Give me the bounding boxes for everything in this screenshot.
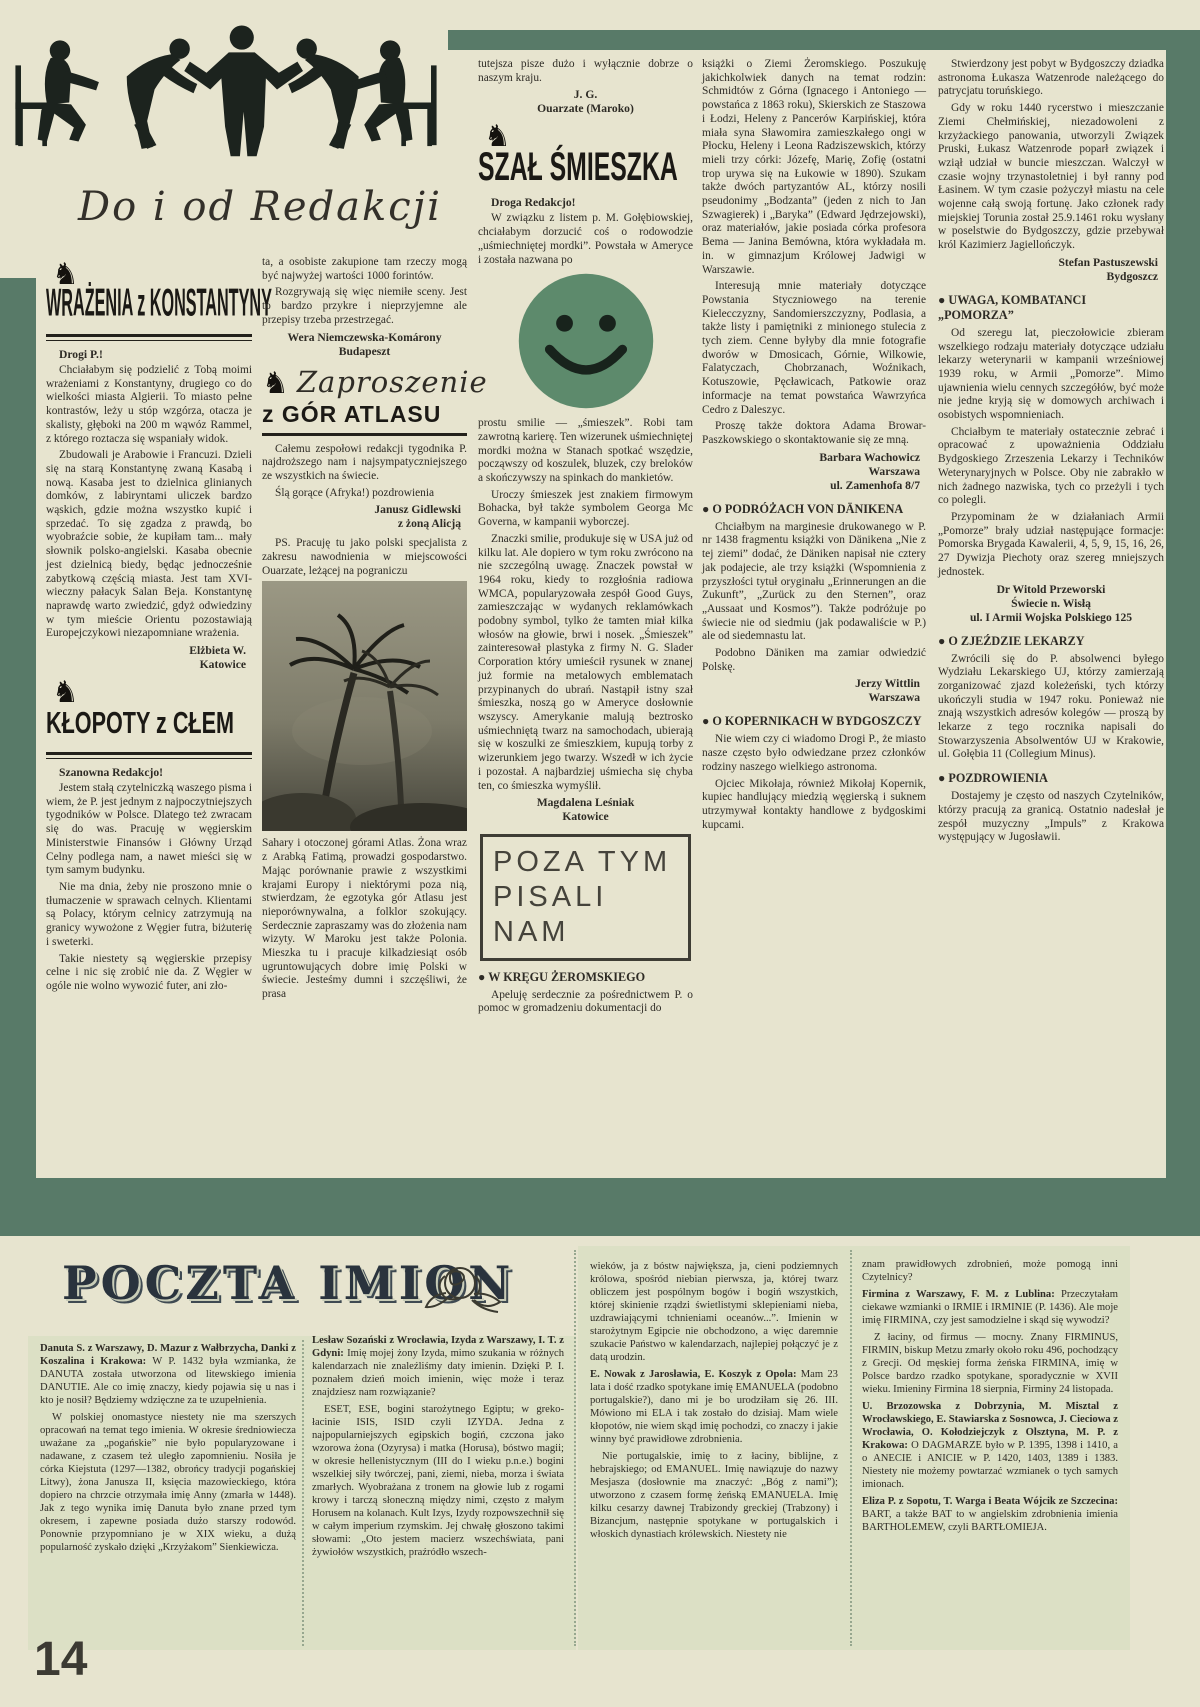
reader-question: Przeczytałam ciekawe wzmianki o IRMIE i IRMINIE (P. 1436). Ale moje imię FIRMINA, czy jest samodzielne i skąd się wywodzi?: [862, 1289, 1118, 1326]
column-smieszek: [478, 58, 693, 1019]
letter-paragraph: Stwierdzony jest pobyt w Bydgoszczy dziadka astronoma Łukasza Watzenrode należącego do patrycjatu toruńskiego.: [938, 58, 1164, 98]
page-number: 14: [34, 1633, 88, 1686]
editor-answer: ESET, ESE, bogini starożytnego Egiptu; w greko-łacinie ISIS, ISID czyli IZYDA. Jedna z najpopularniejszych egipskich bogiń, czczona jako wzorowa żona (Ozyrysa) i matka (Horusa), bóstwo magii; w okresie hellenistycznym (III do I wieku p.n.e.) bogini wszelkiej siły twórczej, pani, ziemi, nieba, morza i świata zmarłych. Wyobrażana z tronem na głowie lub z rogami krowy i tarczą słoneczną między nimi, często z małym Horusem na kolanach. Kult Izys, Izydy rozpowszechnił się w całym imperium rzymskim. Jej chwałę głoszono takimi słowami: „Oto jestem macierz wszechświata, pani żywiołów wszystkich, praźródło wszech-: [312, 1404, 564, 1558]
letter-salutation: Droga Redakcjo!: [491, 196, 576, 210]
topic-header: ● POZDROWIENIA: [938, 771, 1048, 786]
column-kopernik-pomorze: [938, 58, 1164, 848]
poza-tym-line: POZA TYM: [493, 846, 672, 879]
signature-city: Ouarzate (Maroko): [537, 102, 634, 116]
letter-paragraph: Nie ma dnia, żeby nie proszono mnie o tłumaczenie w sprawach celnych. Klientami są Polacy, którym celnicy zatrzymują na granicy wywożone z Węgier futra, biżuterię i sweterki.: [46, 880, 252, 948]
letter-paragraph: Ojciec Mikołaja, również Mikołaj Kopernik, kupiec handlujący miedzią węgierską i suknem utrzymywał kontakty handlowe z bydgoskimi kupcami.: [702, 777, 926, 831]
knight-horse-icon: ♞: [262, 365, 289, 401]
section-masthead: Do i od Redakcji: [78, 184, 442, 230]
letter-paragraph: Nie wiem czy ci wiadomo Drogi P., że miasto nasze często było odwiedzane przez członków rodziny naszego wielkiego astronoma.: [702, 733, 926, 773]
letter-signature: [702, 451, 920, 493]
signature-name: Jerzy Wittlin: [855, 677, 920, 691]
letter-signature: [262, 331, 467, 359]
editor-answer: W polskiej onomastyce niestety nie ma szerszych opracowań na temat tego imienia. W okresie średniowiecza uważane za „pogańskie” nie było popularyzowane i nadawane, z czasem też uległo zapomnieniu. Nosiła je córka Kiejstuta (1297—1382, obrońcy tradycji pogańskiej Litwy), żona Janusza II, księcia mazowieckiego, która dopiero na chrzcie otrzymała imię Anny (zmarła w 1448). Jak z tego wynika imię Danuta było znane przed tym okresem, i zapewne posiada dużo starszy rodowód. Ponownie przypomniano je w XIX wieku, a dużą popularność zyskało dzięki „Krzyżakom” Sienkiewicza.: [40, 1412, 296, 1553]
column-separator: [574, 1250, 576, 1646]
letter-paragraph: W związku z listem p. M. Gołębiowskiej, chciałabym dorzucić coś o rodowodzie „uśmiechniętej mordki”. Powstała w Ameryce i została nazwana po: [478, 212, 693, 266]
reader-names: Firmina z Warszawy, F. M. z Lublina:: [862, 1289, 1055, 1300]
photo-caption-continuation: Sahary i otoczonej górami Atlas. Żona wraz z Arabką Fatimą, prowadzi gospodarstwo. Mając porównanie prawie z wszystkimi krajami Europy i niektórymi poza nią, stwierdzam, że egzotyka gór Atlasu jest nieporównywalna, a folklor szokujący. Serdecznie zapraszamy was do złożenia nam wizyty. W Maroku jest także Polonia. Mieszka tu i pracuje kilkadziesiąt osób ugruntowujących dobre imię Polski w świecie. Jesteśmy dumni i szczęśliwi, że prasa: [262, 837, 467, 1001]
signature-city: z żoną Alicją: [397, 517, 461, 531]
letter-paragraph: tutejsza pisze dużo i wyłącznie dobrze o naszym kraju.: [478, 58, 693, 84]
header-rule: [262, 433, 467, 436]
reader-names: Eliza P. z Sopotu, T. Warga i Beata Wójcik ze Szczecina:: [862, 1496, 1118, 1507]
reader-names: E. Nowak z Jarosławia, E. Koszyk z Opola:: [590, 1369, 797, 1380]
column-atlas: [262, 256, 488, 1005]
letter-paragraph: Zbudowali je Arabowie i Francuzi. Dzieli się na starą Konstantynę zwaną Kasabą i nową. Kasaba jest to dzielnica glinianych domków, z labiryntami uliczek bardzo wąskich, gdzie można wszystko kupić i sprzedać. To się zgadza z prawdą, bo wyobraźcie sobie, że kupiłam tam... mały słownik polsko-angielski. Kasaba obecnie jest dzielnicą biedy, będąc jednocześnie zabytkową częścią miasta. Jest tam XVI-wieczny pałacyk Salan Beja. Konstantynę naprawdę warto zwiedzić, gdyż odwiedziny w tym mieście Orientu pozostawiają Europejczykowi niezapomniane wrażenia.: [46, 449, 252, 640]
letter-paragraph: Chciałbym te materiały ostatecznie zebrać i opracować z upoważnienia Oddziału Bydgoskiego Zrzeszenia Lekarzy i Techników Weterynaryjnych w Polsce. Oby nie zabrakło w nich żadnego nazwiska, tych co przeżyli i tych co polegli.: [938, 425, 1164, 507]
topic-header: ● W KRĘGU ŻEROMSKIEGO: [478, 969, 646, 984]
letter-paragraph: Jestem stałą czytelniczką waszego pisma i wiem, że P. jest jednym z najpoczytniejszych tygodników w Polsce. Dlatego też zwracam się do was. Pracuję w węgierskim Ministerstwie Finansów i Główny Urząd Celny podlega nam, a nawet mieści się w tym samym budynku.: [46, 782, 252, 877]
knight-horse-icon: ♞: [52, 257, 79, 292]
bowing-men-illustration: [8, 8, 444, 184]
signature-city: Katowice: [199, 658, 246, 672]
knight-horse-icon: ♞: [52, 675, 79, 711]
letter-paragraph: Rozgrywają się więc niemiłe sceny. Jest to bardzo przykre i nieprzyjemne ale przepisy trzeba przestrzegać.: [262, 286, 467, 326]
editor-answer: Z łaciny, od firmus — mocny. Znany FIRMINUS, FIRMIN, biskup Metzu zmarły około roku 496, pochodzący z Grecji. Od męskiej forma żeńska FIRMINA, imię w Polsce bardzo rzadko spotykane, sporadycznie w XVII wieku. Imieniny Firmina 18 sierpnia, Firminy 24 listopada.: [862, 1332, 1118, 1395]
letter-paragraph: Proszę także doktora Adama Browar-Paszkowskiego o skontaktowanie się ze mną.: [702, 420, 926, 446]
reader-names: Lesław Sozański z Wrocławia, Izyda z Warszawy, I. T. z Gdyni:: [312, 1335, 564, 1359]
rose-icon: [418, 1258, 513, 1320]
letter-signature: [938, 583, 1164, 625]
poczta-imion-title: POCZTA IMION: [62, 1256, 515, 1310]
poczta-column-emanuela: [590, 1260, 838, 1545]
editor-answer: wieków, ja z bóstw największa, ja, cieni podziemnych królowa, spośród niebian pierwsza, ja, której twarz obliczem jest pospólnym bogów i bogiń wszystkich, której skinienie rządzi świetlistymi sklepieniami nieba, uzdrawiającymi tchnieniami oceanów...”. Imienin w starożytnym Egipcie nie obchodzono, a więc daremnie szukacie Państwo w kalendarzach, najlepiej połączyć je z datą urodzin.: [590, 1261, 838, 1363]
letter-signature: [46, 644, 246, 672]
letter-paragraph: Chciałbym na marginesie drukowanego w P. nr 1438 fragmentu książki von Dänikena „Nie z tej ziemi” dodać, że Däniken napisał nie cztery jak podajecie, ale trzy książki (Wspomnienia z przyszłości tytuł oryginału „Erinnerungen an die Zukunft”, „Zurück zu den Sternen”, oraz „Aussaat und Kosmos”). Także podróżuje po świecie nie od siedmiu (jak podawaliście w P.) ale od siedemnastu lat.: [702, 520, 926, 643]
header-rule: [46, 334, 252, 341]
editor-answer: znam prawidłowych zdrobnień, może pomogą inni Czytelnicy?: [862, 1259, 1118, 1283]
reader-question: Imię mojej żony Izyda, mimo szukania w różnych kalendarzach nie znaleźliśmy daty imienin. Dzięki P. I. poznałem dzień moich imienin, więc może i teraz znajdziesz nam rozwiązanie?: [312, 1348, 564, 1398]
article-header-zaproszenie: Zaproszenie: [296, 364, 488, 399]
poza-tym-pisali-nam-box: [480, 834, 691, 960]
editor-answer: Nie portugalskie, imię to z łaciny, biblijne, z hebrajskiego; od EMANUEL. Imię nawiązuje do nazwy Mesjasza (dosłownie ma znaczyć: „Bóg z nami”); utworzono z czasem formę żeńską EMANUELA. Imię kilku cesarzy dawnej Trabizondy greckiej (Trabzony) i Bizancjum, następnie spotykane w portugalskich i włoskich dynastiach królewskich. Niestety nie: [590, 1451, 838, 1540]
column-separator: [850, 1250, 852, 1646]
signature-city: Budapeszt: [338, 344, 391, 358]
article-header-wrazenia: WRAŻENIA z KONSTANTYNY: [46, 281, 272, 325]
article-header-szal: SZAŁ ŚMIESZKA: [478, 144, 678, 190]
letter-paragraph: Interesują mnie materiały dotyczące Powstania Styczniowego na terenie Kielecczyzny, Sandomierszczyzny, Podlasia, a także listy i pamiętniki z minionego stulecia z tych ziem. Cenne byłyby dla mnie fotografie dworów w Dmosicach, Górnie, Wilkowie, Falatyczach, Chobrzanach, Woźnikach, Kotuszowie, Pęcławicach, Patkowie oraz informacje na temat powstańca Wawrzyńca Cedro z Daleszyc.: [702, 280, 926, 416]
signature-name: Magdalena Leśniak: [536, 796, 635, 810]
atlas-palms-photo: [262, 581, 467, 831]
column-wrazenia: [46, 257, 272, 997]
poczta-column-firmina: [862, 1258, 1118, 1538]
editor-answer: O DAGMARZE było w P. 1395, 1398 i 1410, a o ANECIE i ANICIE w P. 1420, 1403, 1389 i 1383. Niestety nie możemy powtarzać wzmianek o tych samych imionach.: [862, 1440, 1119, 1490]
poza-tym-line: PISALI NAM: [493, 881, 608, 948]
signature-name: Stefan Pastuszewski: [1058, 255, 1158, 269]
article-header-klopoty: KŁOPOTY z CŁEM: [46, 706, 235, 740]
letter-salutation: Drogi P.!: [59, 348, 103, 361]
signature-city: Świecie n. Wisłą: [1011, 596, 1091, 610]
letter-paragraph: PS. Pracuję tu jako polski specjalista z zakresu nawodnienia w miejscowości Ouarzate, leżącej na pograniczu: [262, 537, 467, 577]
editor-answer: BART, a także BAT to w angielskim zdrobnienia imienia BARTHOLEMEW, czyli BARTŁOMIEJA.: [862, 1509, 1118, 1533]
topic-header: ● O PODRÓŻACH VON DÄNIKENA: [702, 501, 904, 516]
signature-address: ul. Zamenhofa 8/7: [830, 478, 920, 492]
signature-city: Katowice: [562, 810, 609, 824]
column-zeromski: [702, 58, 926, 835]
reader-question: Mam 23 lata i dość rzadko spotykane imię EMANUELA (podobno portugalskie?), dano mi je bo urodziłam się 26. III. Mówiono mi ELA i tak zostało do dzisiaj. Mam wiele kłopotów, nie wiem skąd imię pochodzi, co znaczy i jakie winny być prawidłowe zdrobnienia.: [590, 1369, 838, 1445]
topic-header: ● O ZJEŹDZIE LEKARZY: [938, 633, 1085, 648]
letter-paragraph: Ślą gorące (Afryka!) pozdrowienia: [275, 486, 435, 499]
letter-paragraph: ta, a osobiste zakupione tam rzeczy mogą być najwyżej wartości 1000 forintów.: [262, 256, 467, 282]
signature-name: Barbara Wachowicz: [819, 450, 920, 464]
signature-address: ul. I Armii Wojska Polskiego 125: [969, 610, 1133, 624]
smiley-face-illustration: [516, 271, 656, 411]
letter-signature: [262, 503, 461, 531]
letter-paragraph: książki o Ziemi Żeromskiego. Poszukuję jakichkolwiek danych na temat rodzin: Schmidtów z Górna (Ignacego i Antoniego — powstańca z 1863 roku), Skierskich ze Staszowa i Łodzi, Heleny z Pancerów Karpińskiej, która miała syna Sławomira zamieszkałego ongi w Płocku, Heleny i Leona Radziszewskich, którzy mieli trzy córki: Józefę, Marię, Zofię (ostatni trop urywa się na Łukowie w 1890). Szukam także dwóch partyzantów AL, którzy nosili pseudonimy „Bodzanta” (jeden z nich to Jan Szwagierek) i „Baryka” (Edward Jędrzejowski), oraz materiałów, jakie posiada córka profesora Bema — Janina Bemówna, która wykładała m. in. w gimnazjum Królowej Jadwigi w Warszawie.: [702, 58, 926, 276]
poczta-column-danuta: [40, 1342, 296, 1558]
reader-question: W P. 1432 była wzmianka, że DANUTA została utworzona od litewskiego imienia DANUTIE. Ale co imię znaczy, kiedy pojawia się u nas i kto je nosił? Będziemy wdzięczne za te uzupełnienia.: [40, 1356, 296, 1406]
letter-paragraph: Przypominam że w działaniach Armii „Pomorze” brały udział następujące formacje: Pomorska Brygada Kawalerii, 4, 5, 9, 15, 16, 26, 27 Dywizja Piechoty oraz szereg mniejszych jednostek.: [938, 510, 1164, 578]
letter-paragraph: Od szeregu lat, pieczołowicie zbieram wszelkiego rodzaju materiały dotyczące udziału lekarzy weterynarii w kampanii wrześniowej 1939 roku, w Armii „Pomorze”. Mimo ujawnienia wielu cennych szczegółów, być może nie jedne kryją się w domowych archiwach i osobistych wspomnieniach.: [938, 326, 1164, 422]
top-green-bar: [448, 30, 1200, 50]
reader-names: Danuta S. z Warszawy, D. Mazur z Wałbrzycha, Danki z Koszalina i Krakowa:: [40, 1343, 296, 1367]
header-rule: [46, 752, 252, 759]
signature-name: Dr Witold Przeworski: [996, 582, 1106, 596]
separator-green-band: [0, 1178, 1200, 1236]
topic-header: ● UWAGA, KOMBATANCI „POMORZA”: [938, 292, 1087, 322]
article-header-atlas: z GÓR ATLASU: [262, 400, 442, 427]
column-separator: [302, 1340, 304, 1646]
letter-paragraph: Uroczy śmieszek jest znakiem firmowym Bohacka, był także symbolem Georga Mc Governa, w kampanii wyborczej.: [478, 488, 693, 529]
letter-paragraph: Dostajemy je często od naszych Czytelników, którzy pracują za granicą. Ostatnio nadesłał je zespół muzyczny „Impuls” z Krakowa występujący w Jugosławii.: [938, 790, 1164, 844]
letter-paragraph: Apeluję serdecznie za pośrednictwem P. o pomoc w gromadzeniu dokumentacji do: [478, 988, 693, 1015]
letter-signature: [938, 256, 1158, 284]
letter-signature: [478, 88, 693, 116]
reader-names: U. Brzozowska z Dobrzynia, M. Misztal z Wrocławskiego, E. Stawiarska z Sosnowca, J. Cieciowa z Wrocławia, O. Kołodziejczyk z Olsztyna, M. P. z Krakowa:: [862, 1401, 1118, 1451]
signature-city: Warszawa: [868, 464, 920, 478]
left-green-bar: [0, 278, 36, 1178]
letter-paragraph: prostu smilie — „śmieszek”. Robi tam zawrotną karierę. Ten wizerunek uśmiechniętej mordki można w Stanach spotkać wszędzie, począwszy od koszulek, bluzek, czy breloków a skończywszy na spinkach do mankietów.: [478, 417, 693, 485]
letter-paragraph: Znaczki smilie, produkuje się w USA już od kilku lat. Ale dopiero w tym roku zwrócono na nie szczególną uwagę. Znaczek powstał w 1964 roku, kiedy to rozgłośnia radiowa WMCA, popularyzowała zespół Good Guys, zamieszczając w wydanych reklamówkach podobny symbol, tylko że tamten miał kilka włosów na głowie, brwi i nosek. „Śmieszek” zainteresował plastyka z firmy N. G. Slader Corporation który umieścił rysunek w znanej już formie na metalowych emblematach przypinanych do ubrań. Nastąpił istny szał śmieszka, noszą go w Ameryce dosłownie wszyscy. Amerykanie malują beztrosko uśmiechniętą twarz na samochodach, ubierają się w koszulki ze śmieszkiem, kupują torby z wizerunkiem jego twarzy. Wszedł w ich życie i pozostał. A najbardziej uśmiecha się chyba ten, co śmieszka wymyślił.: [478, 532, 693, 792]
letter-paragraph: Takie niestety są węgierskie przepisy celne i nic się zrobić nie da. Z Węgier w ogóle nie wolno wywozić futer, ani zło-: [46, 952, 252, 992]
letter-signature: [478, 796, 693, 824]
letter-salutation: Szanowna Redakcjo!: [59, 766, 164, 780]
letter-paragraph: Chciałabym się podzielić z Tobą moimi wrażeniami z Konstantyny, drugiego co do wielkości miasta Algierii. To miasto pełne kontrastów, leży u stóp wzgórza, otacza je skalisty, głęboki na 200 m wąwóz Rammel, z którego roztacza się wspaniały widok.: [46, 364, 252, 445]
signature-city: Bydgoszcz: [1106, 269, 1158, 283]
knight-horse-icon: ♞: [484, 119, 511, 155]
signature-name: Elżbieta W.: [189, 644, 246, 658]
signature-name: J. G.: [573, 88, 598, 102]
poczta-column-izyda: [312, 1334, 564, 1563]
signature-name: Janusz Gidlewski: [374, 503, 461, 517]
letter-paragraph: Podobno Däniken ma zamiar odwiedzić Polskę.: [702, 647, 926, 673]
letter-signature: [702, 677, 920, 705]
letter-paragraph: Całemu zespołowi redakcji tygodnika P. najdroższego nam i najsympatyczniejszego ze wszystkich na świecie.: [262, 442, 467, 482]
topic-header: ● O KOPERNIKACH W BYDGOSZCZY: [702, 714, 922, 729]
letter-paragraph: Gdy w roku 1440 rycerstwo i mieszczanie Ziemi Chełmińskiej, niezadowoleni z krzyżackiego panowania, utworzyli Związek Pruski, Łukasz Watzenrode poparł związek i wziął udział w buncie mieszczan. Walczył w czasie wojny trzynastoletniej i był ranny pod Łasinem. W tym czasie pożyczył miastu na cele wojenne całą swoją fortunę. Jako członek rady miejskiej Torunia został 25.9.1461 roku wysłany w poselstwie do Bydgoszczy, gdzie przebywał król Kazimierz Jagiellończyk.: [938, 102, 1164, 252]
signature-city: Warszawa: [868, 691, 920, 705]
letter-paragraph: Zwrócili się do P. absolwenci byłego Wydziału Lekarskiego UJ, którzy zamierzają zorganizować zjazd koleżeński, tych którzy ukończyli studia w 1947 roku. Ponieważ nie znają wszystkich adresów kolegów — proszą by lekarze z tego rocznika napisali do Stowarzyszenia Absolwentów UJ w Krakowie, ul. Gołębia 11 (Collegium Minus).: [938, 652, 1164, 761]
signature-name: Wera Niemczewska-Komárony: [287, 330, 442, 344]
right-green-bar: [1166, 30, 1200, 1178]
